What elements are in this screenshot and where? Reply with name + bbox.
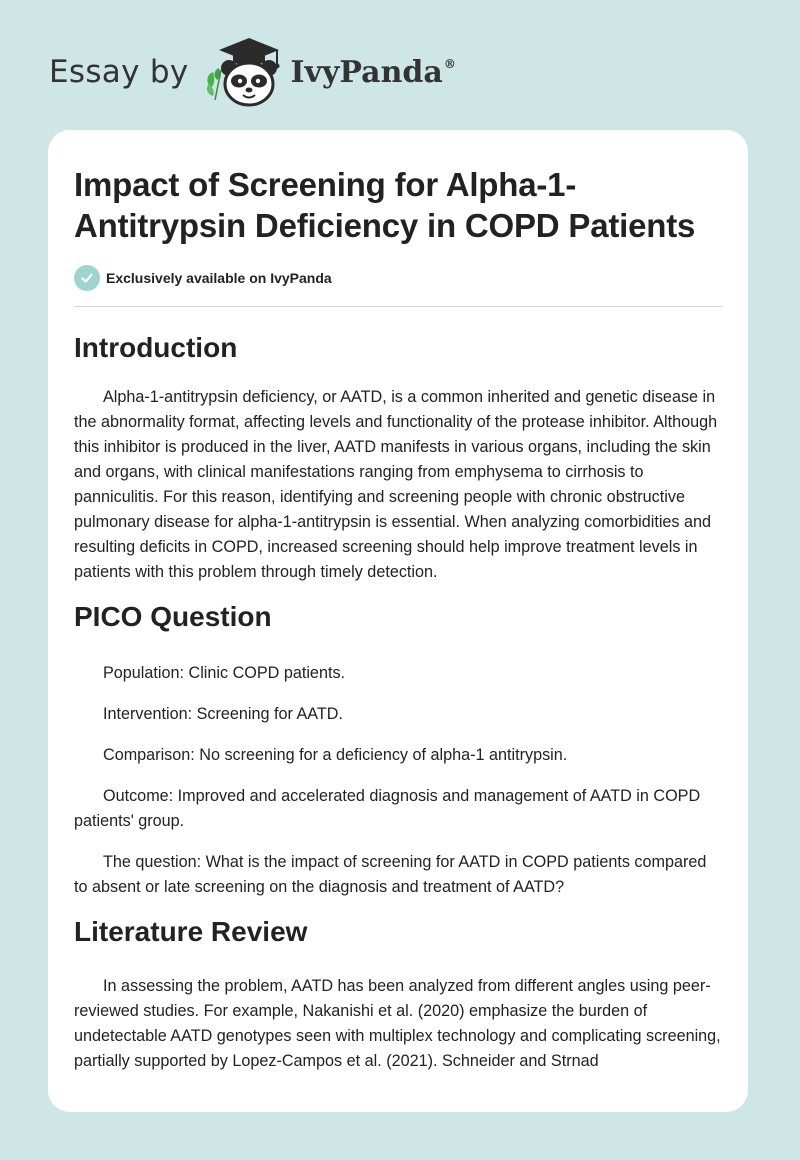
section-pico-question bbox=[74, 600, 722, 900]
section-literature-review bbox=[74, 915, 722, 1074]
section-heading: PICO Question bbox=[74, 601, 272, 632]
title-divider bbox=[74, 306, 722, 307]
paragraph: Alpha-1-antitrypsin deficiency, or AATD, is a common inherited and genetic disease in the abnormality format, affecting levels and functionality of the protease inhibitor. Although this inhibitor is produced in the liver, AATD manifests in various organs, including the skin and organs, with clinical manifestations ranging from emphysema to cirrhosis to panniculitis. For this reason, identifying and screening people with chronic obstructive pulmonary disease for alpha-1-antitrypsin is essential. When analyzing comorbidities and resulting deficits in COPD, increased screening should help improve treatment levels in patients with this problem through timely detection. bbox=[74, 388, 718, 581]
article-card bbox=[48, 130, 748, 1112]
exclusive-badge bbox=[74, 264, 722, 292]
registered-mark: ® bbox=[443, 56, 456, 71]
pico-outcome: Outcome: Improved and accelerated diagnosis and management of AATD in COPD patients' group. bbox=[74, 787, 701, 830]
section-introduction bbox=[74, 331, 722, 585]
check-circle-icon bbox=[74, 265, 100, 291]
pico-population: Population: Clinic COPD patients. bbox=[103, 664, 346, 682]
exclusive-text: Exclusively available on IvyPanda bbox=[106, 270, 332, 286]
section-heading: Introduction bbox=[74, 332, 238, 363]
paragraph: In assessing the problem, AATD has been analyzed from different angles using peer-reviewed studies. For example, Nakanishi et al. (2020) emphasize the burden of undetectable AATD genotypes seen with multiplex technology and complicating screening, partially supported by Lopez-Campos et al. (2021). Schneider and Strnad bbox=[74, 977, 721, 1070]
pico-question: The question: What is the impact of screening for AATD in COPD patients compared to absent or late screening on the diagnosis and treatment of AATD? bbox=[74, 853, 707, 896]
brand-header[interactable] bbox=[49, 36, 456, 108]
panda-graduate-logo-icon bbox=[203, 36, 283, 108]
section-heading: Literature Review bbox=[74, 916, 308, 947]
article-title: Impact of Screening for Alpha-1-Antitrypsin Deficiency in COPD Patients bbox=[74, 166, 696, 244]
pico-comparison: Comparison: No screening for a deficiency of alpha-1 antitrypsin. bbox=[103, 746, 568, 764]
brand-prefix: Essay by bbox=[49, 54, 189, 90]
brand-name: IvyPanda® bbox=[290, 54, 456, 90]
pico-intervention: Intervention: Screening for AATD. bbox=[103, 705, 343, 723]
